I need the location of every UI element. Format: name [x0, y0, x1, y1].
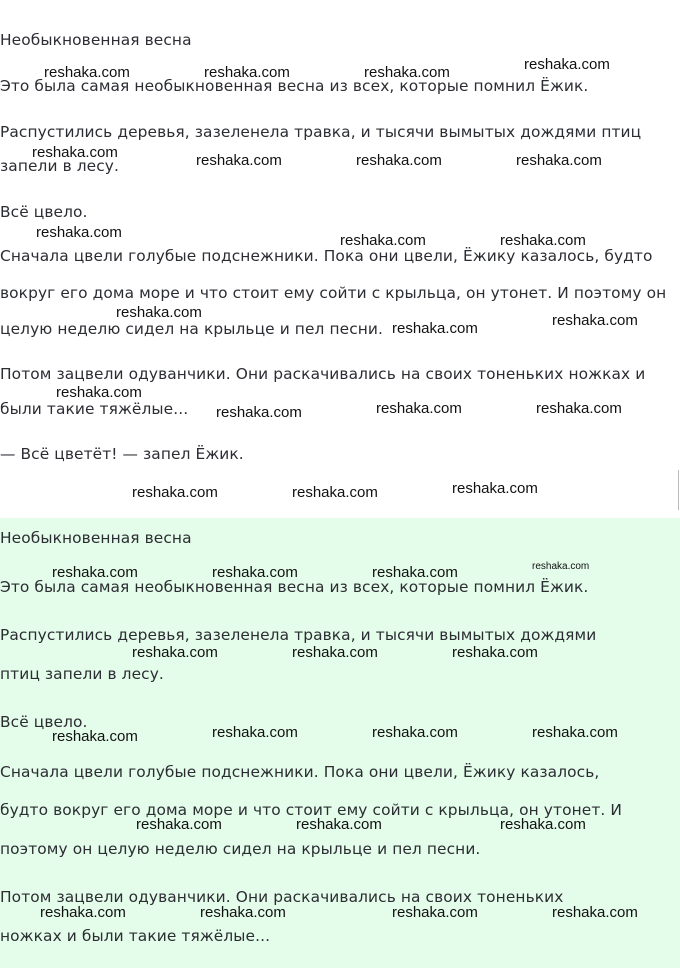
watermark: reshaka.com — [524, 56, 610, 73]
text-line: Всё цвело. — [0, 713, 88, 731]
watermark: reshaka.com — [500, 232, 586, 249]
watermark: reshaka.com — [392, 904, 478, 921]
text-line: ножках и были такие тяжёлые... — [0, 927, 271, 945]
watermark: reshaka.com — [56, 384, 142, 401]
text-line: целую неделю сидел на крыльце и пел песни. — [0, 320, 384, 338]
text-line: были такие тяжёлые... — [0, 400, 189, 418]
section-title: Необыкновенная весна — [0, 31, 192, 49]
watermark: reshaka.com — [292, 644, 378, 661]
watermark: reshaka.com — [372, 724, 458, 741]
text-line: Сначала цвели голубые подснежники. Пока они цвели, Ёжику казалось, будто — [0, 247, 653, 265]
watermark: reshaka.com — [40, 904, 126, 921]
watermark: reshaka.com — [132, 644, 218, 661]
watermark: reshaka.com — [204, 64, 290, 81]
watermark: reshaka.com — [32, 144, 118, 161]
watermark: reshaka.com — [532, 561, 590, 572]
watermark: reshaka.com — [196, 152, 282, 169]
watermark: reshaka.com — [516, 152, 602, 169]
watermark: reshaka.com — [52, 564, 138, 581]
watermark: reshaka.com — [36, 224, 122, 241]
text-line: — Всё цветёт! — запел Ёжик. — [0, 445, 244, 463]
watermark: reshaka.com — [536, 400, 622, 417]
text-line: поэтому он целую неделю сидел на крыльце и пел песни. — [0, 840, 481, 858]
text-line: Это была самая необыкновенная весна из всех, которые помнил Ёжик. — [0, 77, 589, 95]
watermark: reshaka.com — [364, 64, 450, 81]
text-line: птиц запели в лесу. — [0, 665, 164, 683]
watermark: reshaka.com — [52, 728, 138, 745]
watermark: reshaka.com — [452, 480, 538, 497]
text-line: Это была самая необыкновенная весна из всех, которые помнил Ёжик. — [0, 578, 589, 596]
text-line: вокруг его дома море и что стоит ему сойти с крыльца, он утонет. И поэтому он — [0, 284, 667, 302]
watermark: reshaka.com — [552, 312, 638, 329]
text-line: Распустились деревья, зазеленела травка, и тысячи вымытых дождями — [0, 626, 597, 644]
text-line: Потом зацвели одуванчики. Они раскачивались на своих тоненьких — [0, 888, 564, 906]
watermark: reshaka.com — [532, 724, 618, 741]
text-line: Потом зацвели одуванчики. Они раскачивались на своих тоненьких ножках и — [0, 365, 646, 383]
watermark: reshaka.com — [340, 232, 426, 249]
edge-divider — [678, 470, 679, 510]
watermark: reshaka.com — [452, 644, 538, 661]
watermark: reshaka.com — [216, 404, 302, 421]
watermark: reshaka.com — [116, 304, 202, 321]
watermark: reshaka.com — [376, 400, 462, 417]
watermark: reshaka.com — [212, 564, 298, 581]
watermark: reshaka.com — [200, 904, 286, 921]
text-line: Сначала цвели голубые подснежники. Пока они цвели, Ёжику казалось, — [0, 763, 600, 781]
watermark: reshaka.com — [372, 564, 458, 581]
section-title: Необыкновенная весна — [0, 529, 192, 547]
text-line: Распустились деревья, зазеленела травка, и тысячи вымытых дождями птиц — [0, 123, 642, 141]
watermark: reshaka.com — [296, 816, 382, 833]
text-line: Всё цвело. — [0, 203, 88, 221]
watermark: reshaka.com — [392, 320, 478, 337]
text-line: будто вокруг его дома море и что стоит ему сойти с крыльца, он утонет. И — [0, 801, 622, 819]
watermark: reshaka.com — [292, 484, 378, 501]
watermark: reshaka.com — [44, 64, 130, 81]
watermark: reshaka.com — [212, 724, 298, 741]
watermark: reshaka.com — [552, 904, 638, 921]
watermark: reshaka.com — [136, 816, 222, 833]
watermark: reshaka.com — [132, 484, 218, 501]
watermark: reshaka.com — [356, 152, 442, 169]
watermark: reshaka.com — [500, 816, 586, 833]
text-line: запели в лесу. — [0, 157, 120, 175]
